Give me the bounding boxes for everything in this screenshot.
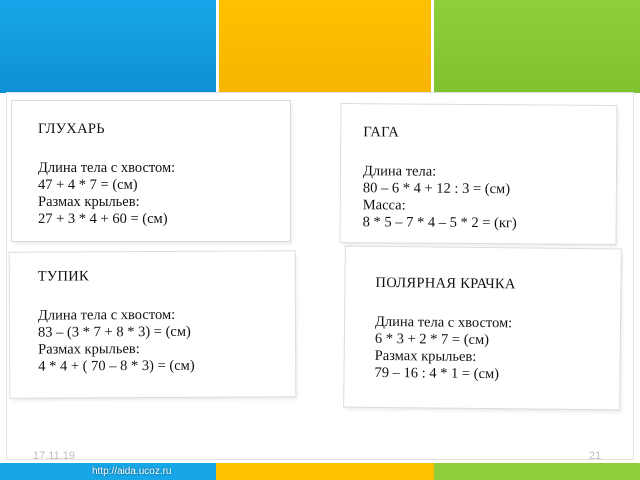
card-line: Размах крыльев:	[38, 194, 140, 210]
card-line: Длина тела с хвостом:	[38, 160, 176, 176]
slide-date: 17.11.19	[33, 450, 76, 462]
card-line: 4 * 4 + ( 70 – 8 * 3) = (см)	[38, 357, 195, 375]
card-line: Длина тела с хвостом:	[374, 313, 513, 332]
card-line: 80 – 6 * 4 + 12 : 3 = (см)	[362, 180, 511, 198]
card-puffin	[10, 251, 296, 397]
card-capercaillie	[12, 101, 290, 241]
card-line: 6 * 3 + 2 * 7 = (см)	[374, 330, 490, 349]
header-band-blue	[0, 0, 216, 93]
card-line: Размах крыльев:	[374, 347, 477, 365]
card-title: ТУПИК	[37, 268, 90, 285]
card-line: 83 – (3 * 7 + 8 * 3) = (см)	[37, 323, 191, 341]
card-line: 79 – 16 : 4 * 1 = (см)	[374, 364, 500, 383]
card-line: 27 + 3 * 4 + 60 = (см)	[38, 211, 168, 227]
header-band-green	[434, 0, 640, 93]
card-line: Длина тела с хвостом:	[37, 306, 176, 324]
slide-page-number: 21	[589, 450, 602, 462]
card-loon	[341, 104, 617, 244]
card-title: ГАГА	[363, 124, 400, 141]
card-tern	[344, 247, 621, 410]
card-line: Размах крыльев:	[38, 341, 140, 358]
card-line: 47 + 4 * 7 = (см)	[38, 177, 138, 193]
card-line: Масса:	[362, 197, 406, 214]
card-line: Длина тела:	[362, 163, 437, 180]
card-title: ПОЛЯРНАЯ КРАЧКА	[375, 274, 516, 293]
card-title: ГЛУХАРЬ	[38, 121, 105, 137]
footer-url-link[interactable]: http://aida.ucoz.ru	[92, 466, 172, 477]
card-line: 8 * 5 – 7 * 4 – 5 * 2 = (кг)	[362, 214, 517, 232]
header-band-yellow	[219, 0, 431, 93]
